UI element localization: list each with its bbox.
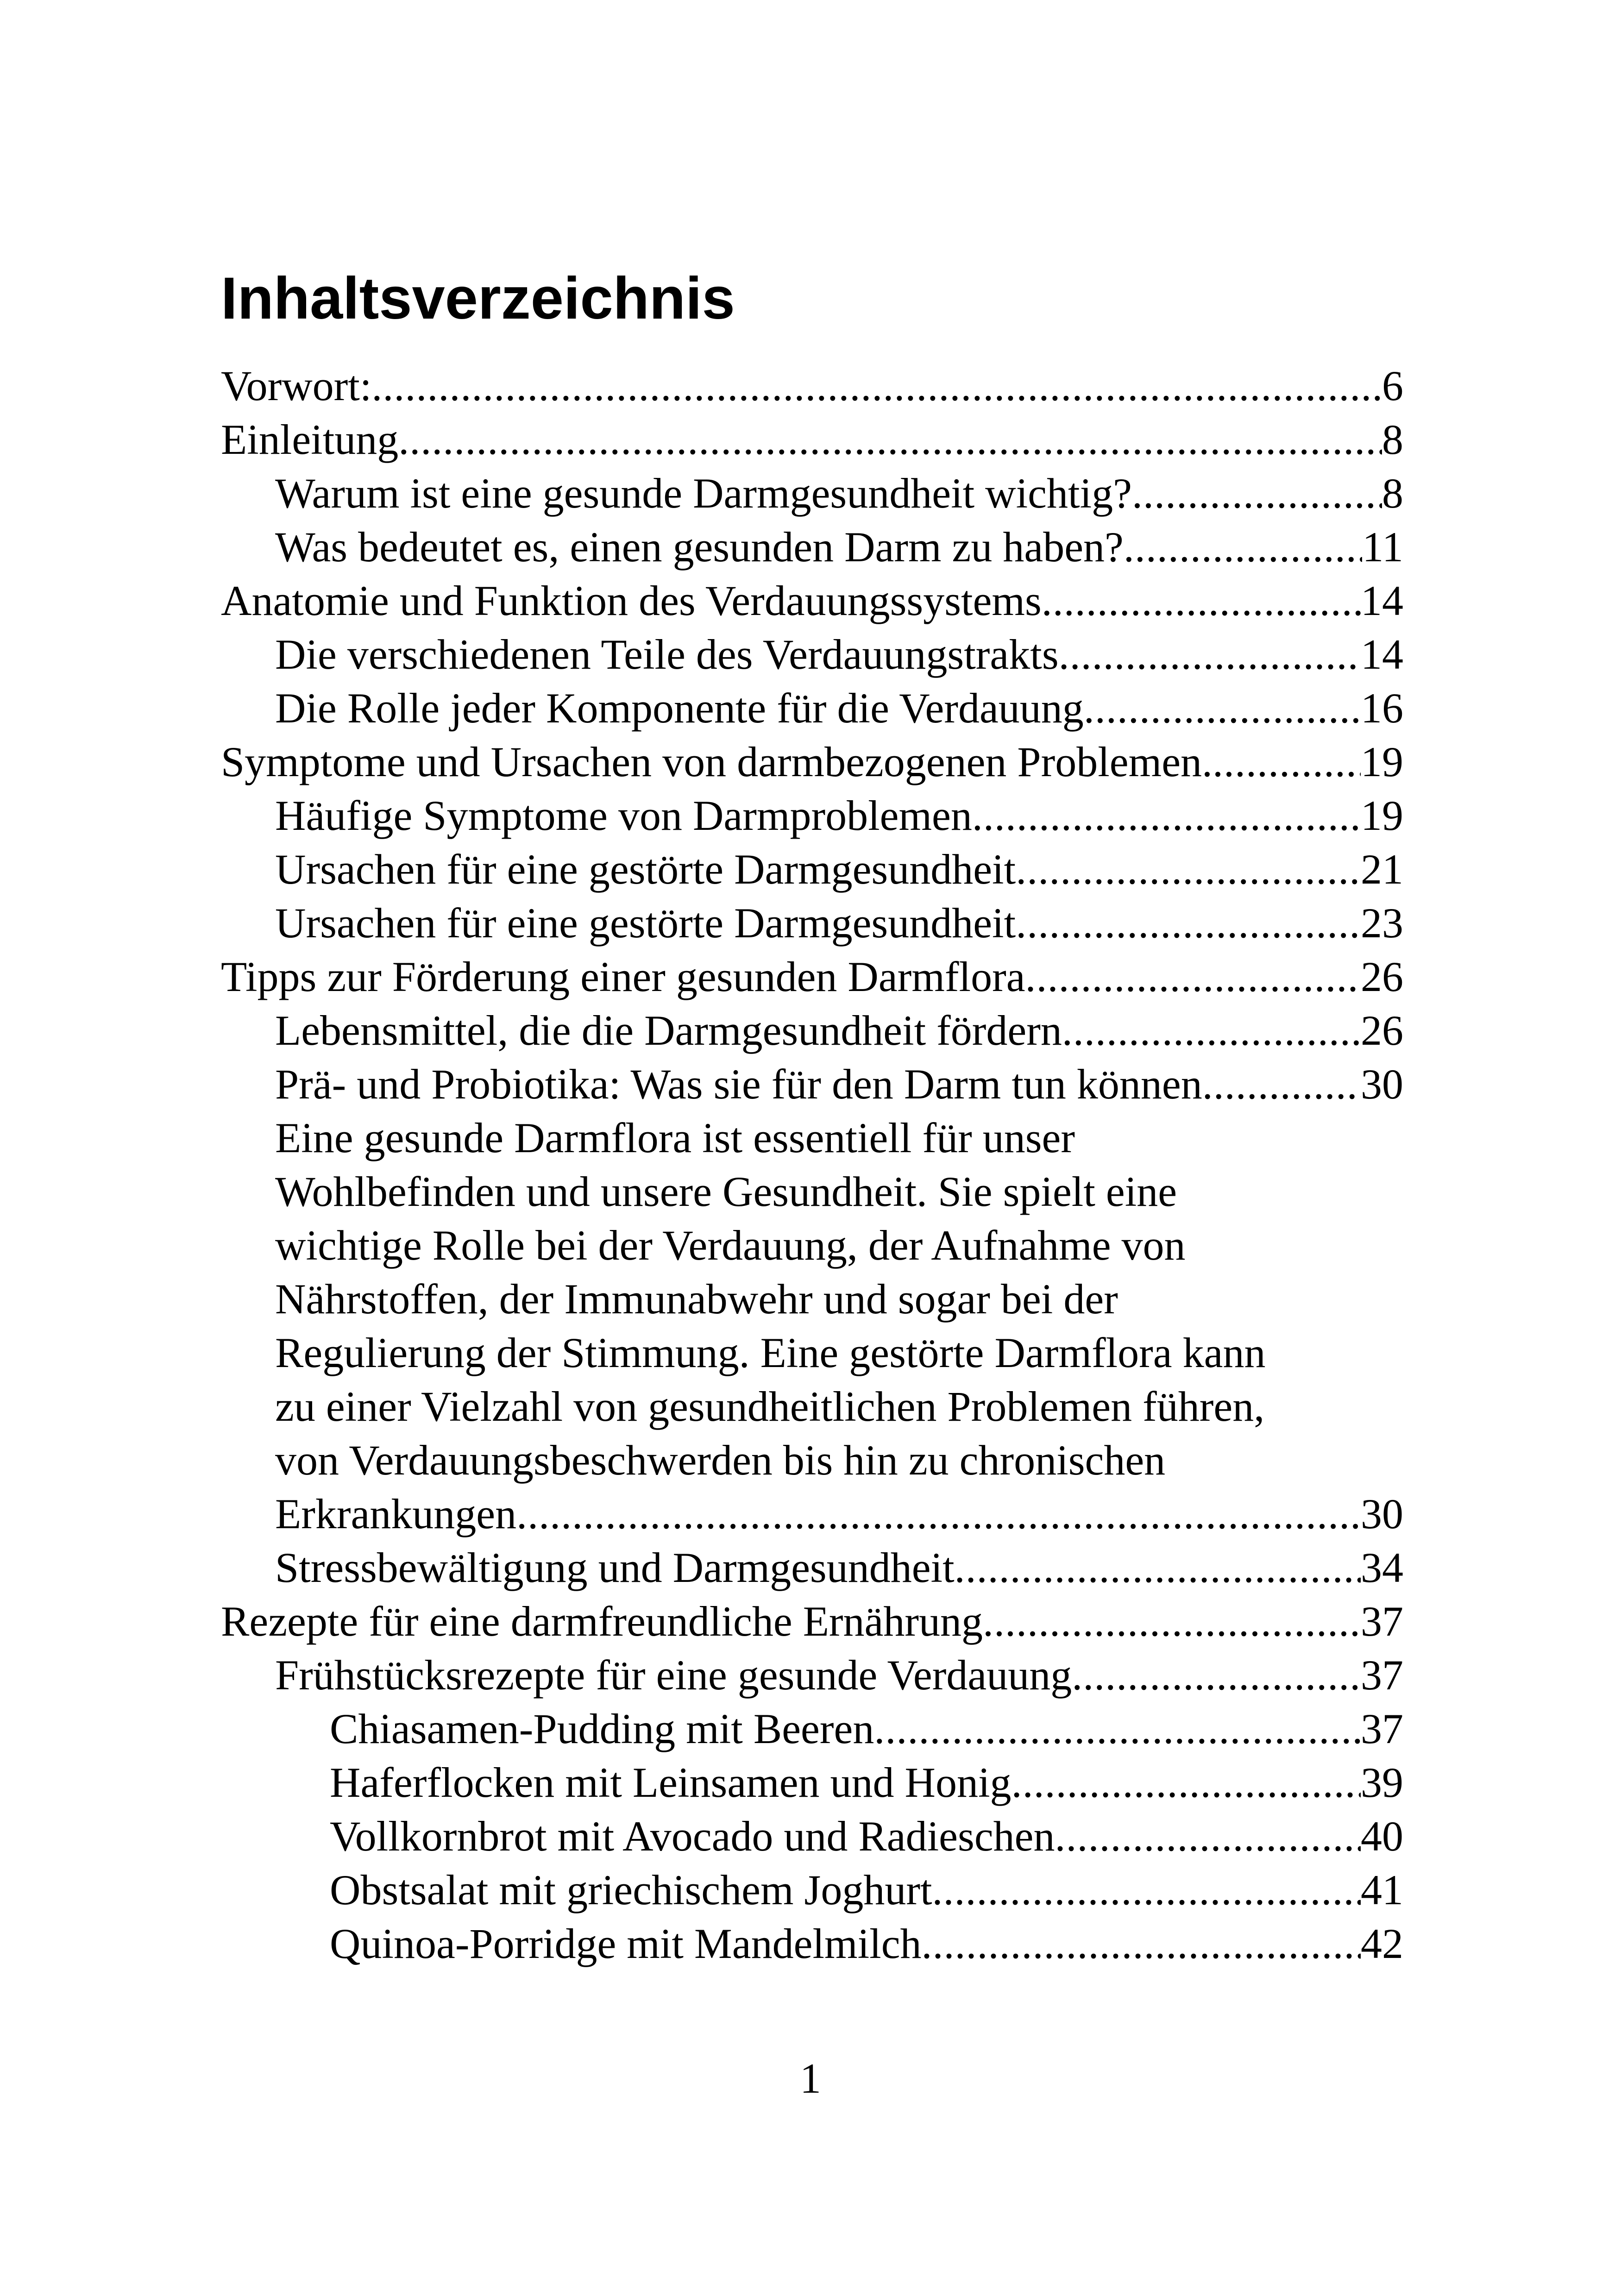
toc-entry-title: Prä- und Probiotika: Was sie für den Darm tun können [275,1060,1202,1108]
toc-entry-title: Haferflocken mit Leinsamen und Honig [330,1759,1012,1806]
toc-entry-text-line: wichtige Rolle bei der Verdauung, der Aufnahme von [275,1222,1186,1269]
toc-entry-page: 8 [1382,416,1403,463]
toc-entry-page: 40 [1361,1813,1403,1860]
dot-leader [1062,1004,1361,1057]
toc-entry-title: Frühstücksrezepte für eine gesunde Verdauung [275,1651,1072,1699]
toc-entry-title: Lebensmittel, die die Darmgesundheit fördern [275,1007,1062,1054]
toc-entry-rezepte[interactable] [221,1594,1403,1648]
toc-entry-title: Quinoa-Porridge mit Mandelmilch [330,1920,922,1967]
toc-entry-lebensmittel[interactable] [221,1004,1403,1057]
dot-leader [1202,1057,1361,1111]
dot-leader [983,1594,1361,1648]
toc-entry-page: 26 [1361,1007,1403,1054]
toc-entry-page: 8 [1382,470,1403,517]
toc-entry-text-line: zu einer Vielzahl von gesundheitlichen Problemen führen, [275,1383,1265,1430]
toc-entry-tipps-darmflora[interactable] [221,950,1403,1004]
toc-entry-vorwort[interactable] [221,359,1403,413]
toc-entry-text-line: Wohlbefinden und unsere Gesundheit. Sie spielt eine [275,1168,1177,1215]
toc-entry-fruehstuecksrezepte[interactable] [221,1648,1403,1702]
dot-leader [972,789,1361,842]
toc-entry-vollkornbrot[interactable] [221,1809,1403,1863]
dot-leader [932,1863,1361,1917]
toc-entry-page: 37 [1361,1598,1403,1645]
toc-entry-title: Chiasamen-Pudding mit Beeren [330,1705,874,1752]
toc-entry-page: 30 [1361,1060,1403,1108]
dot-leader [922,1917,1361,1970]
toc-entry-page: 11 [1362,523,1403,571]
toc-entry-page: 34 [1361,1544,1403,1591]
toc-entry-page: 6 [1382,362,1403,409]
dot-leader [955,1541,1361,1594]
toc-entry-anatomie[interactable] [221,574,1403,627]
dot-leader [1016,896,1361,950]
toc-entry-text-line: von Verdauungsbeschwerden bis hin zu chronischen [275,1437,1166,1484]
toc-entry-page: 16 [1361,684,1403,732]
dot-leader [1055,1809,1361,1863]
toc-entry-ursachen-2[interactable] [221,896,1403,950]
toc-entry-teile-verdauungstrakt[interactable] [221,627,1403,681]
toc-entry-page: 37 [1361,1651,1403,1699]
toc-entry-title: Ursachen für eine gestörte Darmgesundheit [275,846,1016,893]
dot-leader [1042,574,1361,627]
toc-entry-page: 39 [1361,1759,1403,1806]
table-of-contents [221,359,1403,1970]
toc-entry-title: Die verschiedenen Teile des Verdauungstrakts [275,631,1059,678]
dot-leader [1025,950,1361,1004]
dot-leader [398,413,1382,466]
dot-leader [516,1487,1361,1541]
dot-leader [1012,1756,1361,1809]
toc-entry-page: 37 [1361,1705,1403,1752]
toc-entry-prae-probiotika[interactable] [221,1057,1403,1111]
toc-entry-page: 14 [1361,631,1403,678]
dot-leader [1124,520,1363,574]
toc-entry-text-line: Regulierung der Stimmung. Eine gestörte Darmflora kann [275,1329,1266,1376]
toc-entry-page: 21 [1361,846,1403,893]
toc-entry-title: Häufige Symptome von Darmproblemen [275,792,972,839]
dot-leader [1132,466,1382,520]
dot-leader [1016,842,1361,896]
toc-entry-page: 14 [1361,577,1403,624]
toc-entry-title: Rezepte für eine darmfreundliche Ernährung [221,1598,983,1645]
dot-leader [1059,627,1361,681]
toc-entry-page: 30 [1361,1490,1403,1537]
toc-entry-page: 41 [1361,1866,1403,1913]
toc-entry-title: Vorwort: [221,362,372,409]
toc-entry-title: Symptome und Ursachen von darmbezogenen Problemen. [221,738,1213,785]
toc-entry-title: Vollkornbrot mit Avocado und Radieschen [330,1813,1055,1860]
toc-entry-chiasamen[interactable] [221,1702,1403,1756]
toc-entry-title: Einleitung [221,416,399,463]
page-number: 1 [800,2055,821,2102]
toc-entry-rolle-komponente[interactable] [221,681,1403,735]
toc-entry-title: Tipps zur Förderung einer gesunden Darmflora [221,953,1025,1000]
toc-entry-haeufige-symptome[interactable] [221,789,1403,842]
toc-entry-haferflocken[interactable] [221,1756,1403,1809]
toc-entry-warum-darmgesundheit[interactable] [221,466,1403,520]
toc-entry-ursachen-1[interactable] [221,842,1403,896]
dot-leader [1084,681,1361,735]
toc-entry-einleitung[interactable] [221,413,1403,466]
toc-entry-text-line: Nährstoffen, der Immunabwehr und sogar bei der [275,1275,1118,1323]
toc-entry-page: 19 [1361,792,1403,839]
toc-entry-text-line: Eine gesunde Darmflora ist essentiell für unser [275,1114,1075,1161]
toc-entry-symptome-ursachen[interactable] [221,735,1403,789]
dot-leader [371,359,1382,413]
page-title: Inhaltsverzeichnis [221,265,735,332]
toc-entry-title: Was bedeutet es, einen gesunden Darm zu haben? [275,523,1124,571]
toc-entry-quinoa[interactable] [221,1917,1403,1970]
toc-entry-title: Die Rolle jeder Komponente für die Verdauung [275,684,1084,732]
dot-leader [874,1702,1361,1756]
toc-entry-darmflora-paragraph[interactable] [221,1111,1403,1541]
toc-entry-title: Ursachen für eine gestörte Darmgesundheit [275,899,1016,947]
toc-entry-gesunder-darm[interactable] [221,520,1403,574]
toc-entry-page: 42 [1361,1920,1403,1967]
toc-entry-page: 23 [1361,899,1403,947]
toc-entry-stressbewaeltigung[interactable] [221,1541,1403,1594]
toc-entry-title: Anatomie und Funktion des Verdauungssystems [221,577,1042,624]
toc-entry-title: Obstsalat mit griechischem Joghurt [330,1866,932,1913]
dot-leader [1072,1648,1361,1702]
toc-entry-title: Erkrankungen [275,1490,517,1537]
toc-entry-page: 19 [1361,738,1403,785]
dot-leader [1213,735,1361,789]
toc-entry-page: 26 [1361,953,1403,1000]
toc-entry-obstsalat[interactable] [221,1863,1403,1917]
toc-entry-title: Stressbewältigung und Darmgesundheit [275,1544,955,1591]
toc-entry-title: Warum ist eine gesunde Darmgesundheit wichtig? [275,470,1132,517]
